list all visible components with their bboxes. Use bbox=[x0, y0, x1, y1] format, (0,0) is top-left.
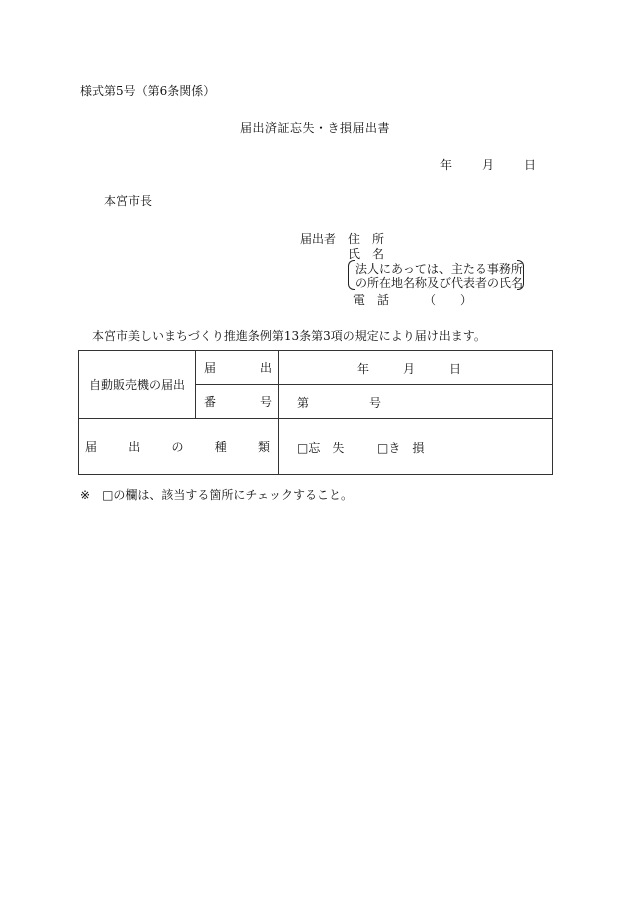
notification-date-label bbox=[196, 351, 279, 385]
label-char: 種 bbox=[214, 440, 227, 454]
vending-machine-label-text: 自動販売機の届出 bbox=[88, 378, 185, 392]
number-prefix: 第 bbox=[297, 396, 310, 410]
label-char: 届 bbox=[204, 361, 217, 375]
corporation-note-line2: の所在地名称及び代表者の氏名 bbox=[355, 276, 524, 290]
damaged-checkbox[interactable]: □き 損 bbox=[377, 441, 425, 455]
number-label bbox=[196, 385, 279, 419]
corporation-note bbox=[348, 260, 524, 288]
note-text: □の欄は、該当する箇所にチェックすること。 bbox=[102, 488, 354, 502]
number-suffix: 号 bbox=[369, 396, 382, 410]
vending-machine-label bbox=[79, 351, 196, 419]
label-char: 類 bbox=[257, 440, 270, 454]
label-char: 出 bbox=[259, 361, 272, 375]
statement-text: 本宮市美しいまちづくり推進条例第13条第3項の規定により届け出ます。 bbox=[92, 329, 486, 343]
left-bracket bbox=[348, 260, 355, 290]
notification-date-field[interactable] bbox=[279, 351, 553, 385]
label-char: 出 bbox=[128, 440, 141, 454]
right-bracket bbox=[517, 260, 524, 290]
table-row bbox=[79, 351, 553, 385]
addressee: 本宮市長 bbox=[104, 194, 153, 208]
label-char: の bbox=[171, 440, 184, 454]
name-label: 氏 名 bbox=[348, 247, 385, 261]
date-month: 月 bbox=[482, 158, 495, 172]
field-year: 年 bbox=[357, 362, 370, 376]
address-label: 住 所 bbox=[348, 232, 385, 246]
table-row bbox=[79, 419, 553, 475]
note-mark: ※ bbox=[80, 488, 91, 502]
label-char: 号 bbox=[259, 395, 272, 409]
number-field[interactable] bbox=[279, 385, 553, 419]
date-year: 年 bbox=[440, 158, 453, 172]
lost-checkbox[interactable]: □忘 失 bbox=[297, 441, 345, 455]
document-title: 届出済証忘失・き損届出書 bbox=[239, 121, 390, 135]
applicant-label: 届出者 bbox=[300, 232, 337, 246]
notification-type-label bbox=[79, 419, 279, 475]
label-char: 届 bbox=[85, 440, 98, 454]
date-day: 日 bbox=[524, 158, 537, 172]
field-day: 日 bbox=[449, 362, 462, 376]
form-number-label: 様式第5号（第6条関係） bbox=[80, 84, 216, 98]
phone-label: 電 話 bbox=[353, 293, 390, 307]
notification-type-options bbox=[279, 419, 553, 475]
label-char: 番 bbox=[204, 395, 217, 409]
footnote bbox=[80, 486, 353, 503]
corporation-note-line1: 法人にあっては、主たる事務所 bbox=[355, 262, 523, 276]
notification-table bbox=[78, 350, 553, 475]
phone-parens: （ ） bbox=[424, 293, 473, 307]
date-line bbox=[440, 156, 536, 173]
field-month: 月 bbox=[403, 362, 416, 376]
